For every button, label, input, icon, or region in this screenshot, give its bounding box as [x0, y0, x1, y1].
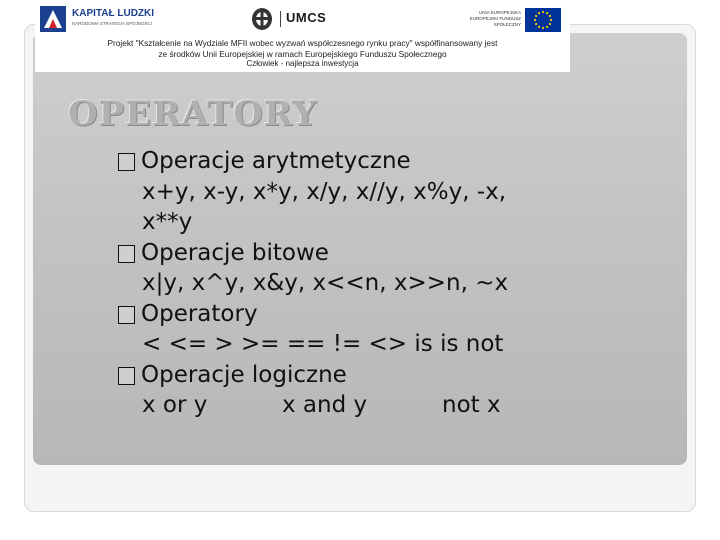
- project-line-2: ze środków Unii Europejskiej w ramach Europejskiego Funduszu Społecznego: [158, 49, 447, 59]
- eu-text: UNIA EUROPEJSKA EUROPEJSKI FUNDUSZ SPOŁECZNY: [469, 10, 521, 27]
- section-body-line: x**y: [142, 209, 193, 235]
- slide-title: OPERATORY: [68, 94, 318, 134]
- section-body-line: x+y, x-y, x*y, x/y, x//y, x%y, -x,: [142, 178, 507, 205]
- bullet-item: [118, 238, 678, 269]
- bullet-box-icon: [118, 153, 135, 171]
- umcs-label: UMCS: [286, 10, 327, 25]
- section-body-line: < <= > >= == != <> is is not: [142, 331, 504, 357]
- bullet-item: [118, 299, 678, 330]
- bullet-box-icon: [118, 367, 135, 385]
- project-line-1: Projekt "Kształcenie na Wydziale MFII wobec wyzwań współczesnego rynku pracy" współfinansowany jest: [107, 38, 498, 48]
- kapital-ludzki-title: KAPITAŁ LUDZKI: [72, 8, 155, 19]
- logic-or: x or y: [142, 392, 208, 418]
- section-heading: Operatory: [141, 300, 258, 327]
- bullet-box-icon: [118, 306, 135, 324]
- kapital-ludzki-logo: [40, 6, 200, 32]
- eu-flag-icon: [525, 8, 561, 32]
- bullet-item: [118, 360, 678, 391]
- logic-operators-row: [118, 390, 678, 421]
- kapital-ludzki-icon: [40, 6, 66, 32]
- umcs-crest-icon: [250, 6, 274, 32]
- bullet-item: [118, 146, 678, 177]
- umcs-logo: [250, 6, 360, 32]
- project-line-3: Człowiek - najlepsza inwestycja: [246, 59, 359, 68]
- logic-and: x and y: [282, 392, 368, 418]
- slide-content: [118, 146, 678, 421]
- umcs-separator: [280, 11, 281, 27]
- section-heading: Operacje arytmetyczne: [141, 148, 411, 174]
- kapital-ludzki-subtitle: NARODOWA STRATEGIA SPÓJNOŚCI: [72, 21, 153, 26]
- eu-logo: [463, 8, 563, 36]
- logo-banner: [35, 0, 570, 72]
- section-heading: Operacje logiczne: [141, 361, 347, 388]
- section-body-line: x|y, x^y, x&y, x<<n, x>>n, ~x: [142, 270, 509, 296]
- bullet-box-icon: [118, 245, 135, 263]
- logic-not: not x: [442, 392, 501, 418]
- section-heading: Operacje bitowe: [141, 239, 329, 266]
